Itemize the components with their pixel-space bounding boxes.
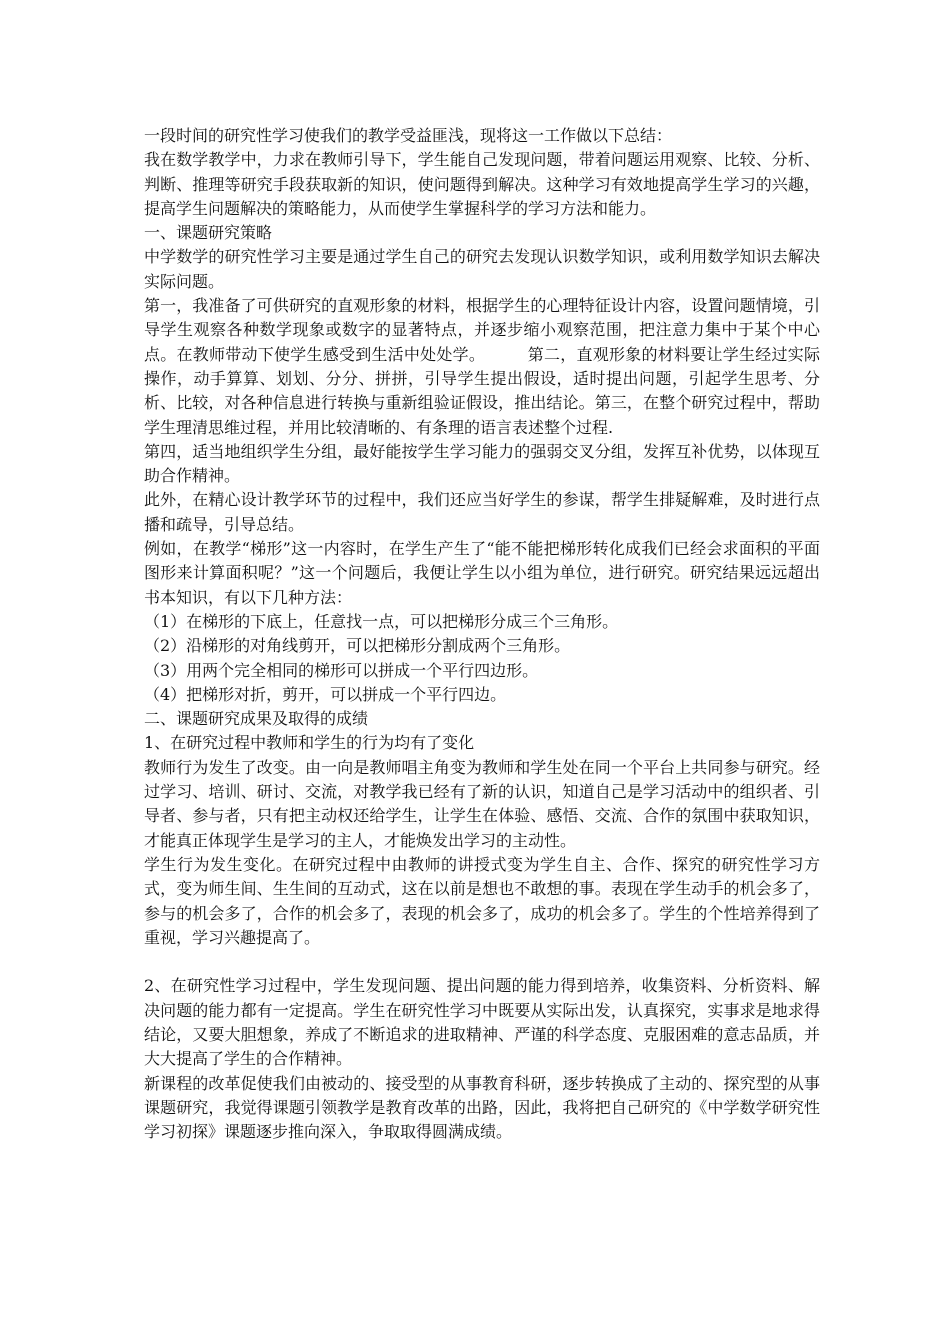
strategy-step-four-paragraph: 第四，适当地组织学生分组，最好能按学生学习能力的强弱交叉分组，发挥互补优势，以体现互助合作精神。 xyxy=(144,441,820,486)
blank-line xyxy=(144,950,820,974)
method-item-1: （1）在梯形的下底上，任意找一点，可以把梯形分成三个三角形。 xyxy=(144,611,619,631)
method-item-2: （2）沿梯形的对角线剪开，可以把梯形分割成两个三角形。 xyxy=(144,636,571,656)
method-item-4: （4）把梯形对折，剪开，可以拼成一个平行四边。 xyxy=(144,684,507,704)
guidance-paragraph: 此外，在精心设计教学环节的过程中，我们还应当好学生的参谋，帮学生排疑解难，及时进行点播和疏导，引导总结。 xyxy=(144,490,820,534)
method-item-3: （3）用两个完全相同的梯形可以拼成一个平行四边形。 xyxy=(144,660,539,680)
section-heading-strategy: 一、课题研究策略 xyxy=(144,223,273,243)
strategy-overview-paragraph: 中学数学的研究性学习主要是通过学生自己的研究去发现认识数学知识，或利用数学知识去解决实际问题。 xyxy=(144,247,820,291)
subheading-behavior-change: 1、在研究过程中教师和学生的行为均有了变化 xyxy=(144,733,475,753)
student-behavior-paragraph: 学生行为发生变化。在研究过程中由教师的讲授式变为学生自主、合作、探究的研究性学习方式，变为师生间、生生间的互动式，这在以前是想也不敢想的事。表现在学生动手的机会多了，参与的机会多了，合作的机会多了，表现的机会多了，成功的机会多了。学生的个性培养得到了重视，学习兴趣提高了。 xyxy=(144,854,820,947)
section-heading-results: 二、课题研究成果及取得的成绩 xyxy=(144,709,369,729)
strategy-steps-paragraph: 第一，我准备了可供研究的直观形象的材料，根据学生的心理特征设计内容，设置问题情境，引导学生观察各种数学现象或数字的显著特点，并逐步缩小观察范围，把注意力集中于某个中心点。在教师带动下使学生感受到生活中处处学。 第二，直观形象的材料要让学生经过实际操作，动手算算、划划、分分、拼拼，引导学生提出假设，适时提出问题，引起学生思考、分析、比较，对各种信息进行转换与重新组验证假设，推出结论。第三，在整个研究过程中，帮助学生理清思维过程，并用比较清晰的、有条理的语言表述整个过程. xyxy=(144,296,820,437)
conclusion-paragraph: 新课程的改革促使我们由被动的、接受型的从事教育科研，逐步转换成了主动的、探究型的从事课题研究，我觉得课题引领教学是教育改革的出路，因此，我将把自己研究的《中学数学研究性学习初探》课题逐步推向深入，争取取得圆满成绩。 xyxy=(144,1073,820,1142)
intro-summary-line: 一段时间的研究性学习使我们的教学受益匪浅，现将这一工作做以下总结： xyxy=(144,126,673,145)
trapezoid-example-paragraph: 例如，在教学“梯形”这一内容时，在学生产生了“能不能把梯形转化成我们已经会求面积的平面图形来计算面积呢？”这一个问题后，我便让学生以小组为单位，进行研究。研究结果远远超出书本知识，有以下几种方法： xyxy=(144,539,820,607)
ability-improvement-paragraph: 2、在研究性学习过程中，学生发现问题、提出问题的能力得到培养，收集资料、分析资料、解决问题的能力都有一定提高。学生在研究性学习中既要从实际出发，认真探究，实事求是地求得结论，又要大胆想象，养成了不断追求的进取精神、严谨的科学态度、克服困难的意志品质，并大大提高了学生的合作精神。 xyxy=(144,976,820,1069)
intro-paragraph: 我在数学教学中，力求在教师引导下，学生能自己发现问题，带着问题运用观察、比较、分析、判断、推理等研究手段获取新的知识，使问题得到解决。这种学习有效地提高学生学习的兴趣，提高学生问题解决的策略能力，从而使学生掌握科学的学习方法和能力。 xyxy=(144,150,820,218)
document-body xyxy=(144,124,820,1144)
teacher-behavior-paragraph: 教师行为发生了改变。由一向是教师唱主角变为教师和学生处在同一个平台上共同参与研究。经过学习、培训、研讨、交流，对教学我已经有了新的认识，知道自己是学习活动中的组织者、引导者、参与者，只有把主动权还给学生，让学生在体验、感悟、交流、合作的氛围中获取知识，才能真正体现学生是学习的主人，才能焕发出学习的主动性。 xyxy=(144,757,820,850)
